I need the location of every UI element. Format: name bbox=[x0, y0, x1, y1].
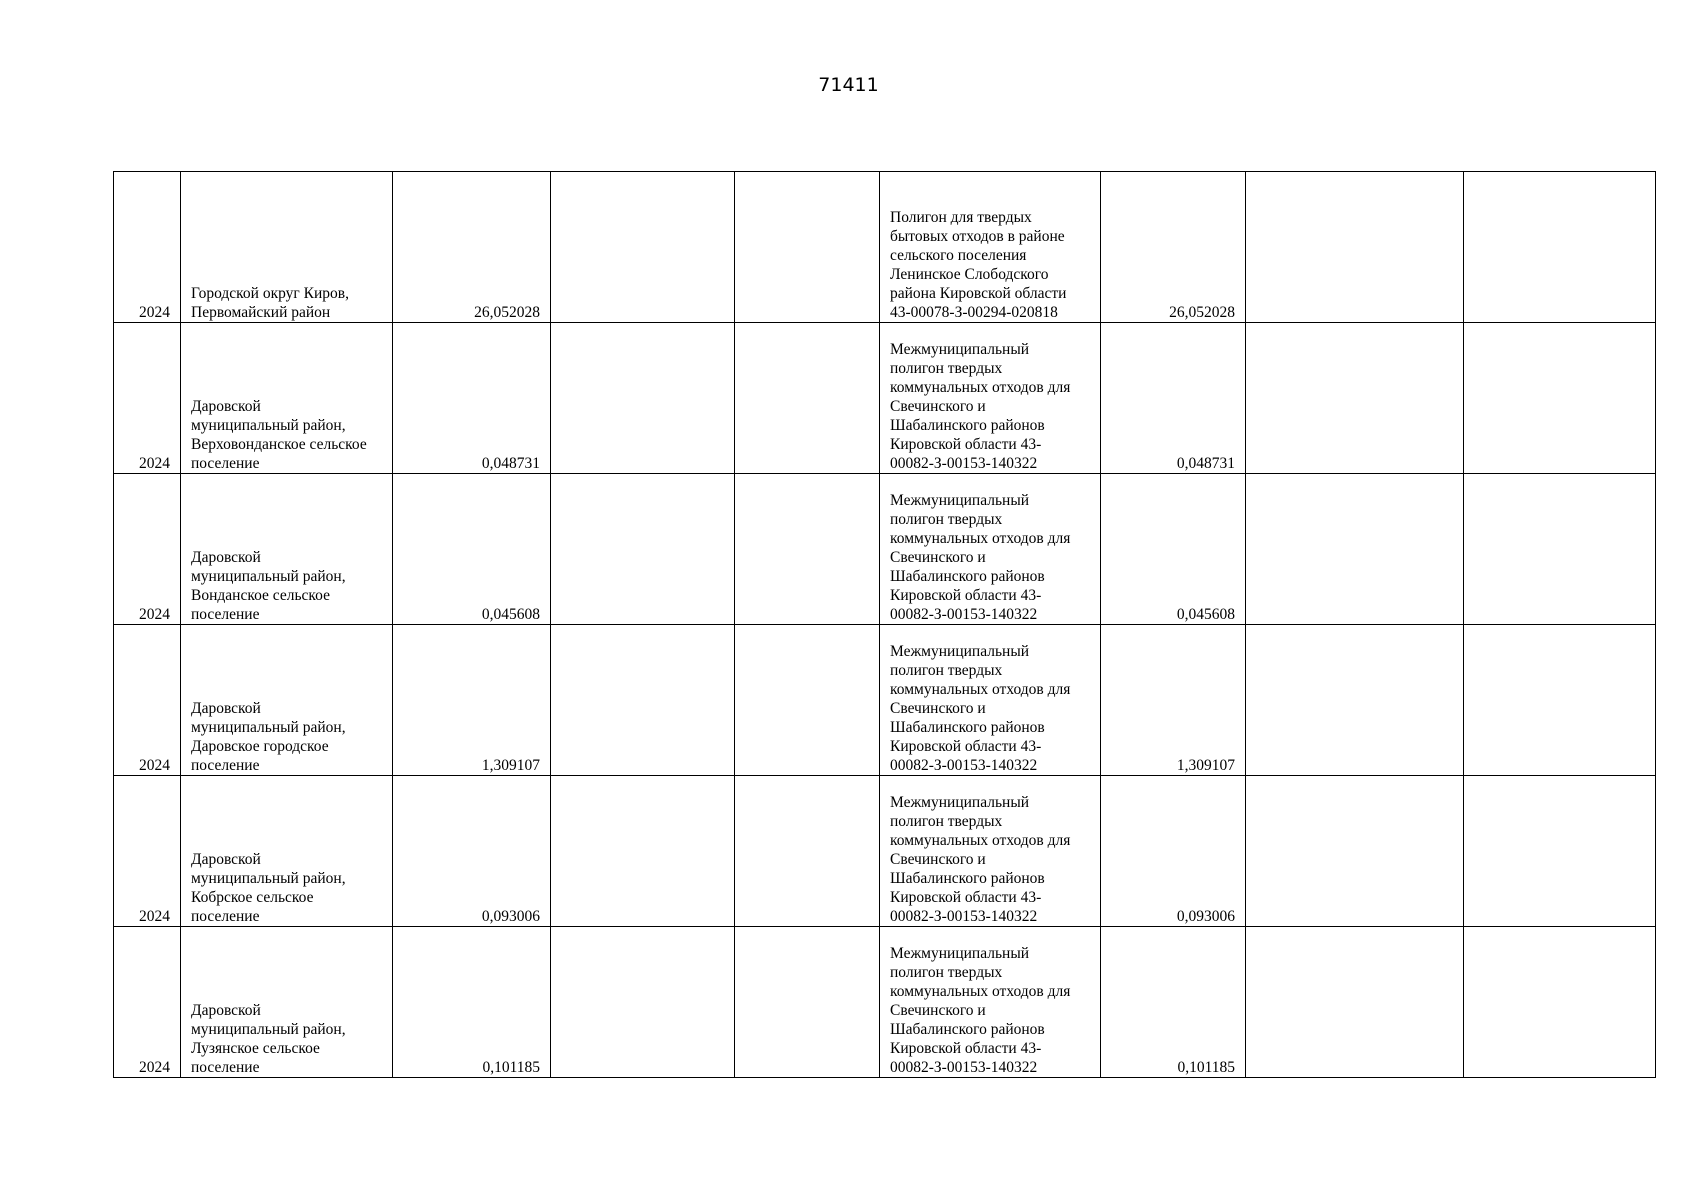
empty-cell bbox=[735, 474, 880, 625]
territory-cell: Даровской муниципальный район, Верховонданское сельское поселение bbox=[181, 323, 393, 474]
amount-cell: 0,101185 bbox=[393, 927, 551, 1078]
amount-cell: 26,052028 bbox=[393, 172, 551, 323]
empty-cell bbox=[1464, 625, 1656, 776]
waste-table bbox=[113, 171, 1656, 1078]
table-row bbox=[114, 172, 1656, 323]
territory-cell: Даровской муниципальный район, Кобрское сельское поселение bbox=[181, 776, 393, 927]
year-cell: 2024 bbox=[114, 625, 181, 776]
table-row bbox=[114, 625, 1656, 776]
amount-cell: 0,045608 bbox=[393, 474, 551, 625]
amount-cell: 0,093006 bbox=[393, 776, 551, 927]
table-row bbox=[114, 323, 1656, 474]
facility-cell: Межмуниципальный полигон твердых коммунальных отходов для Свечинского и Шабалинского районов Кировской области 43- 00082-З-00153-140322 bbox=[880, 776, 1101, 927]
amount-cell: 1,309107 bbox=[393, 625, 551, 776]
facility-amount-cell: 0,048731 bbox=[1101, 323, 1246, 474]
empty-cell bbox=[1464, 927, 1656, 1078]
empty-cell bbox=[551, 172, 735, 323]
empty-cell bbox=[1464, 474, 1656, 625]
empty-cell bbox=[551, 323, 735, 474]
page-number: 71411 bbox=[818, 74, 879, 96]
empty-cell bbox=[735, 172, 880, 323]
territory-cell: Даровской муниципальный район, Даровское городское поселение bbox=[181, 625, 393, 776]
year-cell: 2024 bbox=[114, 776, 181, 927]
empty-cell bbox=[1246, 625, 1464, 776]
empty-cell bbox=[551, 625, 735, 776]
empty-cell bbox=[1246, 927, 1464, 1078]
facility-amount-cell: 0,093006 bbox=[1101, 776, 1246, 927]
empty-cell bbox=[735, 927, 880, 1078]
table-row bbox=[114, 927, 1656, 1078]
facility-cell: Межмуниципальный полигон твердых коммунальных отходов для Свечинского и Шабалинского районов Кировской области 43- 00082-З-00153-140322 bbox=[880, 323, 1101, 474]
empty-cell bbox=[735, 323, 880, 474]
empty-cell bbox=[551, 776, 735, 927]
facility-amount-cell: 0,045608 bbox=[1101, 474, 1246, 625]
amount-cell: 0,048731 bbox=[393, 323, 551, 474]
facility-amount-cell: 1,309107 bbox=[1101, 625, 1246, 776]
facility-cell: Полигон для твердых бытовых отходов в районе сельского поселения Ленинское Слободского района Кировской области 43-00078-З-00294-020818 bbox=[880, 172, 1101, 323]
table-row bbox=[114, 474, 1656, 625]
facility-cell: Межмуниципальный полигон твердых коммунальных отходов для Свечинского и Шабалинского районов Кировской области 43- 00082-З-00153-140322 bbox=[880, 927, 1101, 1078]
year-cell: 2024 bbox=[114, 323, 181, 474]
empty-cell bbox=[551, 927, 735, 1078]
territory-cell: Даровской муниципальный район, Лузянское сельское поселение bbox=[181, 927, 393, 1078]
empty-cell bbox=[551, 474, 735, 625]
territory-cell: Даровской муниципальный район, Вонданское сельское поселение bbox=[181, 474, 393, 625]
empty-cell bbox=[1246, 323, 1464, 474]
empty-cell bbox=[1464, 172, 1656, 323]
empty-cell bbox=[735, 625, 880, 776]
table-row bbox=[114, 776, 1656, 927]
empty-cell bbox=[1464, 776, 1656, 927]
facility-cell: Межмуниципальный полигон твердых коммунальных отходов для Свечинского и Шабалинского районов Кировской области 43- 00082-З-00153-140322 bbox=[880, 625, 1101, 776]
facility-cell: Межмуниципальный полигон твердых коммунальных отходов для Свечинского и Шабалинского районов Кировской области 43- 00082-З-00153-140322 bbox=[880, 474, 1101, 625]
empty-cell bbox=[1246, 474, 1464, 625]
empty-cell bbox=[1464, 323, 1656, 474]
facility-amount-cell: 26,052028 bbox=[1101, 172, 1246, 323]
year-cell: 2024 bbox=[114, 474, 181, 625]
facility-amount-cell: 0,101185 bbox=[1101, 927, 1246, 1078]
empty-cell bbox=[1246, 776, 1464, 927]
empty-cell bbox=[735, 776, 880, 927]
year-cell: 2024 bbox=[114, 927, 181, 1078]
year-cell: 2024 bbox=[114, 172, 181, 323]
territory-cell: Городской округ Киров, Первомайский район bbox=[181, 172, 393, 323]
empty-cell bbox=[1246, 172, 1464, 323]
